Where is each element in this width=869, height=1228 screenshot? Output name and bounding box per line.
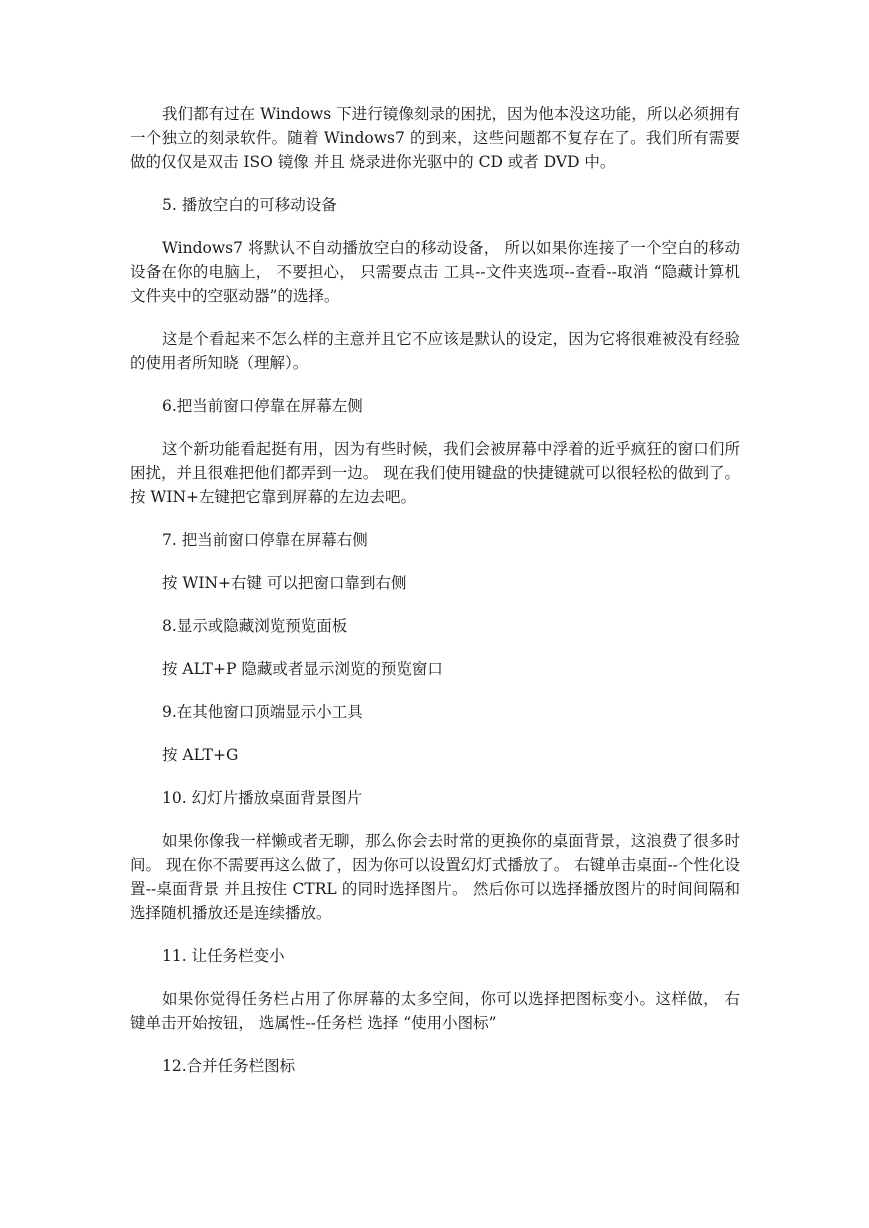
paragraph-tip-10: 如果你像我一样懒或者无聊，那么你会去时常的更换你的桌面背景，这浪费了很多时间。 现在你不需要再这么做了，因为你可以设置幻灯式播放了。 右键单击桌面--个性化设置--桌面背景 并且按住 CTRL 的同时选择图片。 然后你可以选择播放图片的时间间隔和选择随机播放还是连续播放。 — [130, 832, 740, 922]
heading-tip-7: 7. 把当前窗口停靠在屏幕右侧 — [162, 531, 368, 549]
heading-tip-10: 10. 幻灯片播放桌面背景图片 — [162, 789, 363, 807]
paragraph-tip-8: 按 ALT+P 隐藏或者显示浏览的预览窗口 — [162, 660, 443, 678]
heading-tip-5: 5. 播放空白的可移动设备 — [162, 196, 337, 214]
heading-tip-6: 6.把当前窗口停靠在屏幕左侧 — [162, 397, 363, 415]
paragraph-iso-burning: 我们都有过在 Windows 下进行镜像刻录的困扰，因为他本没这功能，所以必须拥有一个独立的刻录软件。随着 Windows7 的到来，这些问题都不复存在了。我们所有需要做的仅仅是双击 ISO 镜像 并且 烧录进你光驱中的 CD 或者 DVD 中。 — [130, 105, 740, 171]
paragraph-tip-6: 这个新功能看起挺有用，因为有些时候，我们会被屏幕中浮着的近乎疯狂的窗口们所困扰，并且很难把他们都弄到一边。 现在我们使用键盘的快捷键就可以很轻松的做到了。 按 WIN+左键把它靠到屏幕的左边去吧。 — [130, 440, 740, 506]
heading-tip-11: 11. 让任务栏变小 — [162, 947, 285, 965]
heading-tip-9: 9.在其他窗口顶端显示小工具 — [162, 703, 363, 721]
heading-tip-8: 8.显示或隐藏浏览预览面板 — [162, 617, 348, 635]
paragraph-tip-5-comment: 这是个看起来不怎么样的主意并且它不应该是默认的设定，因为它将很难被没有经验的使用者所知晓（理解）。 — [130, 330, 740, 372]
heading-tip-12: 12.合并任务栏图标 — [162, 1057, 296, 1075]
paragraph-tip-11: 如果你觉得任务栏占用了你屏幕的太多空间，你可以选择把图标变小。这样做， 右键单击开始按钮， 选属性--任务栏 选择 “使用小图标” — [130, 990, 740, 1032]
paragraph-tip-7: 按 WIN+右键 可以把窗口靠到右侧 — [162, 574, 407, 592]
paragraph-tip-9: 按 ALT+G — [162, 746, 239, 764]
paragraph-tip-5: Windows7 将默认不自动播放空白的移动设备， 所以如果你连接了一个空白的移动设备在你的电脑上， 不要担心， 只需要点击 工具--文件夹选项--查看--取消 “隐藏计算机文件夹中的空驱动器”的选择。 — [130, 239, 740, 305]
document-page — [130, 102, 740, 1097]
